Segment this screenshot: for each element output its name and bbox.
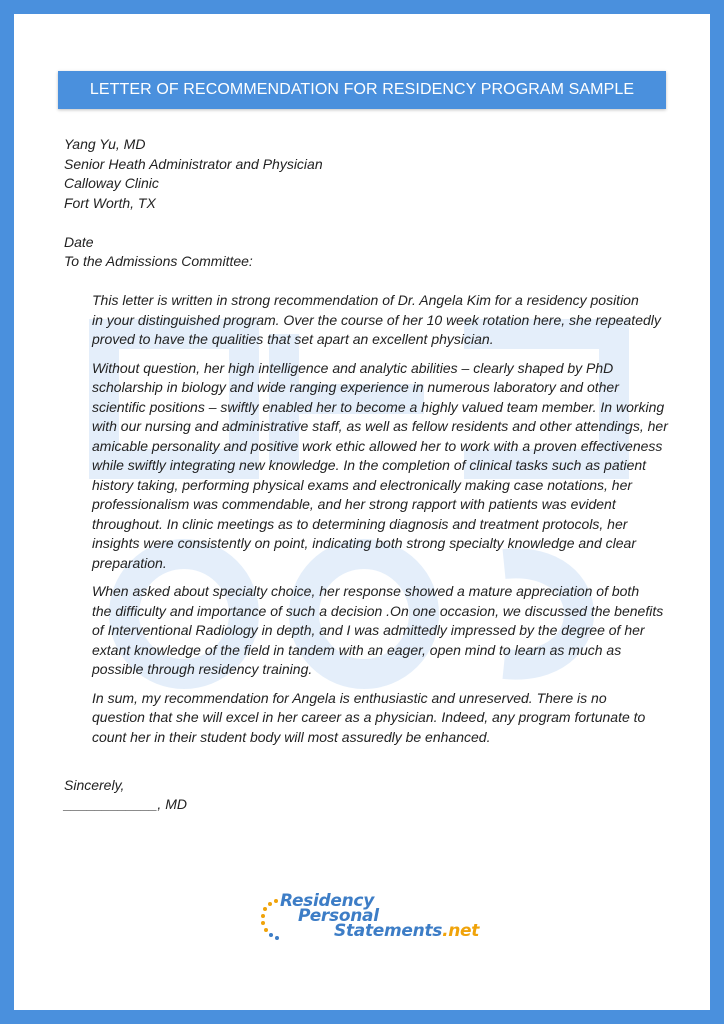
logo-line-2: Personal [298,906,379,926]
date-label: Date [64,233,94,250]
sender-name: Yang Yu, MD [64,136,146,152]
paragraph-line: throughout. In clinic meetings as to determining diagnosis and treatment protocols, her [92,515,628,532]
paragraph-line: preparation. [92,554,167,571]
paragraph-line: of Interventional Radiology in depth, and I was admittedly impressed by the degree of her [92,622,645,638]
sender-title: Senior Heath Administrator and Physician [64,155,323,172]
paragraph-2 [64,359,668,574]
logo-line-3 [280,921,480,941]
sender-clinic: Calloway Clinic [64,175,159,191]
paragraph-line: In sum, my recommendation for Angela is enthusiastic and unreserved. There is no [92,689,607,706]
logo-statements: Statements [334,921,443,941]
paragraph-line: amicable personality and positive work ethic allowed her to work with a proven effectiveness [92,437,663,454]
paragraph-line: history taking, performing physical exams and electronically making case notations, her [92,476,633,493]
paragraph-line: possible through residency training. [92,661,313,677]
paragraph-line: extant knowledge of the field in tandem with an eager, open mind to learn as much as [92,641,622,658]
paragraph-line: professionalism was commendable, and her strong rapport with patients was evident [92,496,616,512]
sender-location: Fort Worth, TX [64,194,156,211]
letter-page [14,14,710,1010]
logo-wordmark [280,891,480,941]
salutation: To the Admissions Committee: [64,253,253,269]
paragraph-4 [64,689,664,748]
paragraph-1 [64,291,664,350]
logo-suffix: .net [442,921,480,941]
paragraph-line: When asked about specialty choice, her response showed a mature appreciation of both [92,583,640,599]
paragraph-line: in your distinguished program. Over the course of her 10 week rotation here, she repeatedly [92,311,661,328]
signature-line: ____________, MD [64,796,187,812]
paragraph-line: count her in their student body will most assuredly be enhanced. [92,728,491,745]
paragraph-line: Without question, her high intelligence and analytic abilities – clearly shaped by PhD [92,359,614,376]
paragraph-line: scholarship in biology and wide ranging experience in numerous laboratory and other [92,379,619,395]
site-logo [260,891,500,954]
paragraph-3 [64,582,664,680]
page-title-banner: LETTER OF RECOMMENDATION FOR RESIDENCY PROGRAM SAMPLE [58,71,666,109]
paragraph-line: scientific positions – swiftly enabled her to become a highly valued team member. In working [92,398,665,415]
paragraph-line: with our nursing and administrative staff, as well as fellow residents and other attendings, her [92,418,668,434]
paragraph-line: proved to have the qualities that set apart an excellent physician. [92,331,494,347]
paragraph-line: the difficulty and importance of such a decision .On one occasion, we discussed the benefits [92,602,664,619]
paragraph-line: question that she will excel in her career as a physician. Indeed, any program fortunate to [92,709,646,725]
logo-line-1: Residency [280,891,374,911]
paragraph-line: insights were consistently on point, indicating both strong specialty knowledge and clear [92,535,636,551]
paragraph-line: while swiftly integrating new knowledge. In the completion of clinical tasks such as patient [92,457,647,473]
paragraph-line: This letter is written in strong recommendation of Dr. Angela Kim for a residency position [92,292,639,308]
closing: Sincerely, [64,776,125,793]
letter-body [64,135,668,815]
